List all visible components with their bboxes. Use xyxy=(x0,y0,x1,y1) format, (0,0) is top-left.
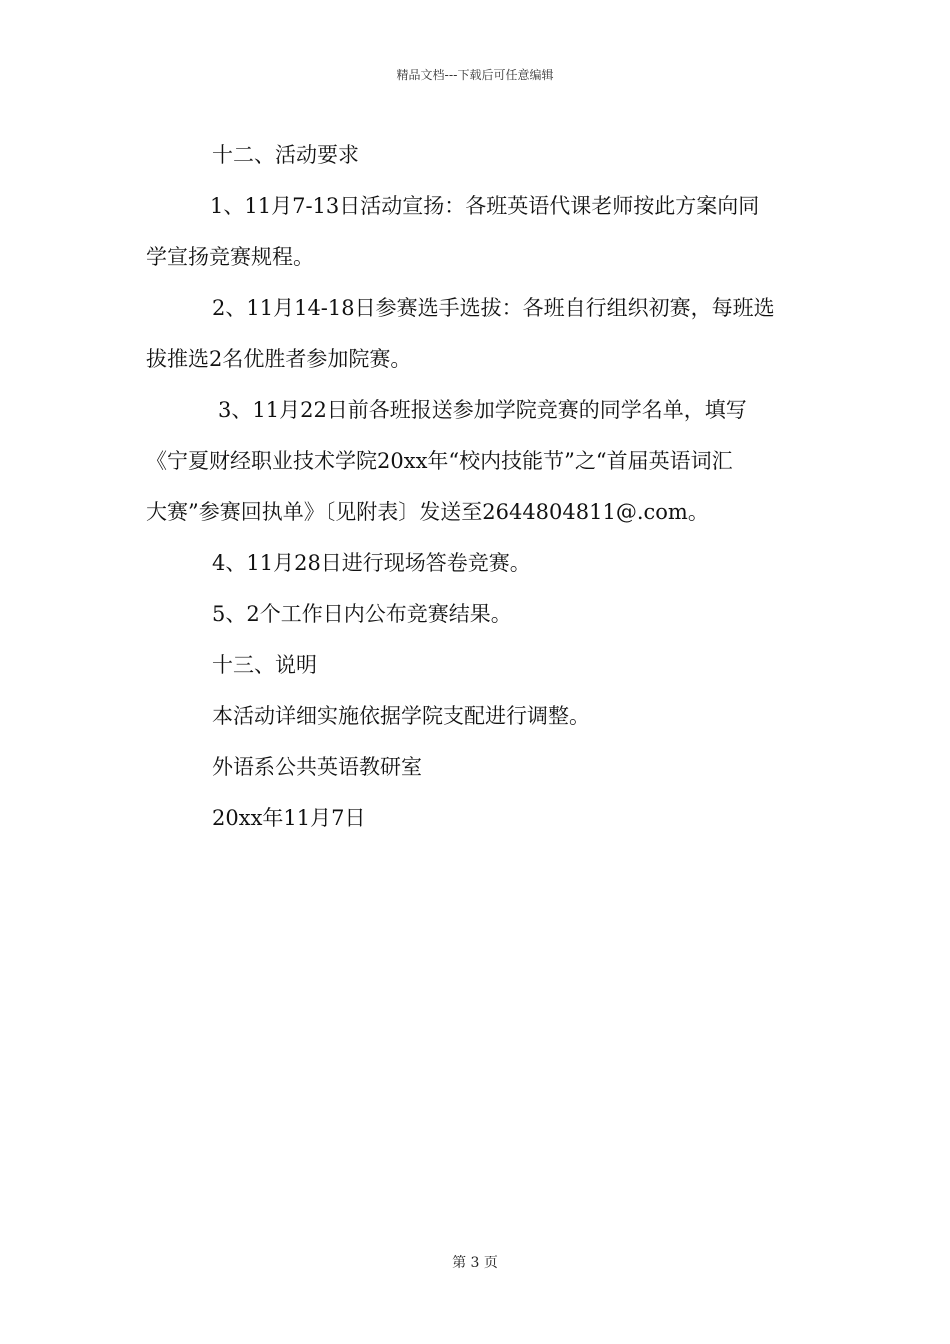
section-heading-13: 十三、说明 xyxy=(212,653,317,677)
item-3-line-2: 《宁夏财经职业技术学院20xx年“校内技能节”之“首届英语词汇 xyxy=(146,449,733,473)
item-2-line-2: 拔推选2名优胜者参加院赛。 xyxy=(146,347,412,371)
department-signature: 外语系公共英语教研室 xyxy=(212,755,422,779)
item-4: 4、11月28日进行现场答卷竞赛。 xyxy=(212,551,531,575)
note-text: 本活动详细实施依据学院支配进行调整。 xyxy=(212,704,590,728)
page-number: 第 3 页 xyxy=(452,1255,498,1271)
item-3-line-3: 大赛”参赛回执单》〔见附表〕发送至2644804811@.com。 xyxy=(146,500,709,524)
document-date: 20xx年11月7日 xyxy=(212,806,366,830)
item-1-line-1: 1、11月7-13日活动宣扬：各班英语代课老师按此方案向同 xyxy=(210,194,760,218)
document-body xyxy=(146,130,806,844)
page-header: 精品文档---下载后可任意编辑 xyxy=(396,68,554,82)
item-5: 5、2个工作日内公布竞赛结果。 xyxy=(212,602,512,626)
section-heading-12: 十二、活动要求 xyxy=(212,143,359,167)
item-1-line-2: 学宣扬竞赛规程。 xyxy=(146,245,314,269)
item-2-line-1: 2、11月14-18日参赛选手选拔：各班自行组织初赛，每班选 xyxy=(212,296,775,320)
item-3-line-1: 3、11月22日前各班报送参加学院竞赛的同学名单，填写 xyxy=(218,398,747,422)
